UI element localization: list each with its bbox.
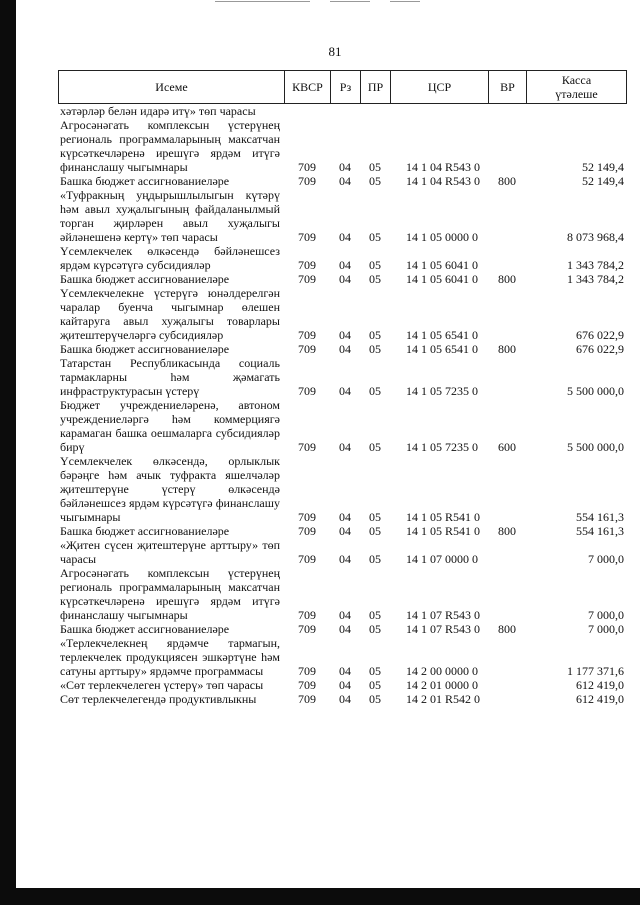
row-sum: 612 419,0 xyxy=(576,692,624,706)
row-vr: 600 xyxy=(498,440,516,454)
row-vr xyxy=(488,678,526,692)
table-row xyxy=(58,188,626,244)
row-sum: 676 022,9 xyxy=(576,328,624,342)
row-rz xyxy=(330,104,360,118)
row-pr: 05 xyxy=(369,664,381,678)
row-kvsr: 709 xyxy=(298,230,316,244)
row-rz: 04 xyxy=(339,342,351,356)
row-name: «Җитен сүсен җитештерүне арттыру» төп чарасы xyxy=(60,538,280,566)
row-kvsr: 709 xyxy=(298,622,316,636)
row-sum: 1 343 784,2 xyxy=(567,272,624,286)
row-sum: 1 177 371,6 xyxy=(567,664,624,678)
header-vr: ВР xyxy=(489,71,527,104)
table-row xyxy=(58,678,626,692)
row-pr: 05 xyxy=(369,440,381,454)
row-tsr: 14 1 05 R541 0 xyxy=(406,510,481,524)
row-pr: 05 xyxy=(369,384,381,398)
row-rz: 04 xyxy=(339,664,351,678)
row-pr: 05 xyxy=(369,342,381,356)
row-vr: 800 xyxy=(498,524,516,538)
header-name: Исеме xyxy=(59,71,285,104)
scan-bottom-edge xyxy=(0,888,640,905)
scan-top-line xyxy=(215,1,310,2)
page-number: 81 xyxy=(328,44,342,59)
row-sum: 7 000,0 xyxy=(588,552,624,566)
header-tsr: ЦСР xyxy=(391,71,489,104)
table-row xyxy=(58,342,626,356)
row-rz: 04 xyxy=(339,692,351,706)
row-tsr: 14 2 01 0000 0 xyxy=(406,678,478,692)
row-tsr: 14 1 05 7235 0 xyxy=(406,384,478,398)
row-kvsr: 709 xyxy=(298,272,316,286)
row-sum: 612 419,0 xyxy=(576,678,624,692)
row-name: хәтәрләр белән идарә итү» төп чарасы xyxy=(60,104,256,118)
header-kvsr: КВСР xyxy=(285,71,331,104)
row-sum: 676 022,9 xyxy=(576,342,624,356)
table-row xyxy=(58,454,626,524)
row-rz: 04 xyxy=(339,608,351,622)
row-tsr: 14 1 07 R543 0 xyxy=(406,608,481,622)
row-pr: 05 xyxy=(369,608,381,622)
table-header xyxy=(58,70,627,104)
row-tsr: 14 1 04 R543 0 xyxy=(406,160,481,174)
row-vr xyxy=(488,188,526,244)
table-row xyxy=(58,104,626,118)
row-rz: 04 xyxy=(339,524,351,538)
row-kvsr: 709 xyxy=(298,510,316,524)
row-name: Башка бюджет ассигнованиеләре xyxy=(60,174,230,188)
row-rz: 04 xyxy=(339,160,351,174)
row-vr: 800 xyxy=(498,174,516,188)
row-vr xyxy=(488,454,526,524)
row-sum: 52 149,4 xyxy=(582,174,624,188)
row-rz: 04 xyxy=(339,258,351,272)
row-sum: 7 000,0 xyxy=(588,622,624,636)
row-vr: 800 xyxy=(498,622,516,636)
row-name: Башка бюджет ассигнованиеләре xyxy=(60,622,230,636)
row-sum: 5 500 000,0 xyxy=(567,440,624,454)
scan-top-line xyxy=(390,1,420,2)
row-name: «Сөт терлекчелеген үстерү» төп чарасы xyxy=(60,678,264,692)
row-name: Бюджет учреждениеләренә, автоном учреждениеләргә һәм коммерциягә карамаган башка оешмаларга субсидияләр бирү xyxy=(60,398,280,454)
row-vr xyxy=(488,104,526,118)
row-tsr: 14 1 05 R541 0 xyxy=(406,524,481,538)
table-row xyxy=(58,538,626,566)
row-tsr: 14 1 04 R543 0 xyxy=(406,174,481,188)
row-pr xyxy=(360,104,390,118)
row-vr xyxy=(488,244,526,272)
row-vr xyxy=(488,538,526,566)
header-pr: ПР xyxy=(361,71,391,104)
row-pr: 05 xyxy=(369,272,381,286)
row-kvsr: 709 xyxy=(298,258,316,272)
row-sum: 52 149,4 xyxy=(582,160,624,174)
row-name: Башка бюджет ассигнованиеләре xyxy=(60,524,230,538)
row-rz: 04 xyxy=(339,622,351,636)
row-kvsr: 709 xyxy=(298,678,316,692)
row-sum: 5 500 000,0 xyxy=(567,384,624,398)
row-vr: 800 xyxy=(498,272,516,286)
row-kvsr: 709 xyxy=(298,342,316,356)
table-row xyxy=(58,566,626,622)
row-kvsr: 709 xyxy=(298,440,316,454)
table-row xyxy=(58,398,626,454)
row-pr: 05 xyxy=(369,174,381,188)
row-tsr: 14 2 00 0000 0 xyxy=(406,664,478,678)
row-kvsr: 709 xyxy=(298,692,316,706)
row-pr: 05 xyxy=(369,328,381,342)
row-rz: 04 xyxy=(339,440,351,454)
row-name: Татарстан Республикасында социаль тармакларны һәм җәмагать инфраструктурасын үстерү xyxy=(60,356,280,398)
row-pr: 05 xyxy=(369,230,381,244)
row-pr: 05 xyxy=(369,510,381,524)
row-tsr: 14 2 01 R542 0 xyxy=(406,692,481,706)
table-row xyxy=(58,244,626,272)
row-name: Сөт терлекчелегендә продуктивлыкны xyxy=(60,692,257,706)
row-tsr: 14 1 05 6041 0 xyxy=(406,258,478,272)
table-row xyxy=(58,272,626,286)
row-vr xyxy=(488,566,526,622)
row-rz: 04 xyxy=(339,174,351,188)
row-kvsr: 709 xyxy=(298,552,316,566)
row-rz: 04 xyxy=(339,230,351,244)
row-sum xyxy=(526,104,626,118)
scan-left-edge xyxy=(0,0,16,905)
table-row xyxy=(58,174,626,188)
row-kvsr xyxy=(284,104,330,118)
row-name: Агросәнәгать комплексын үстерүнең региональ программаларының максатчан күрсәткечләренә ирешүгә ярдәм итүгә финанслашу чыгымнары xyxy=(60,566,280,622)
row-vr xyxy=(488,356,526,398)
table-row xyxy=(58,118,626,174)
table-row xyxy=(58,636,626,678)
row-pr: 05 xyxy=(369,692,381,706)
row-kvsr: 709 xyxy=(298,160,316,174)
row-sum: 7 000,0 xyxy=(588,608,624,622)
row-rz: 04 xyxy=(339,678,351,692)
row-pr: 05 xyxy=(369,258,381,272)
row-sum: 554 161,3 xyxy=(576,510,624,524)
row-name: Башка бюджет ассигнованиеләре xyxy=(60,342,230,356)
budget-table xyxy=(58,104,626,706)
row-kvsr: 709 xyxy=(298,328,316,342)
row-sum: 554 161,3 xyxy=(576,524,624,538)
row-vr xyxy=(488,118,526,174)
row-tsr: 14 1 05 6041 0 xyxy=(406,272,478,286)
row-pr: 05 xyxy=(369,678,381,692)
table-row xyxy=(58,622,626,636)
row-name: Үсемлекчелек өлкәсендә бәйләнешсез ярдәм күрсәтүгә субсидияләр xyxy=(60,244,280,272)
row-rz: 04 xyxy=(339,328,351,342)
row-kvsr: 709 xyxy=(298,174,316,188)
row-tsr: 14 1 07 R543 0 xyxy=(406,622,481,636)
row-vr: 800 xyxy=(498,342,516,356)
row-rz: 04 xyxy=(339,272,351,286)
row-name: «Туфракның уңдырышлылыгын күтәрү һәм авыл хуҗалыгының файдаланылмый торган җирләрен авыл хуҗалыгы әйләнешенә кертү» төп чарасы xyxy=(60,188,280,244)
row-vr xyxy=(488,286,526,342)
header-rz: Рз xyxy=(331,71,361,104)
row-rz: 04 xyxy=(339,552,351,566)
row-name: «Терлекчелекнең ярдәмче тармагын, терлекчелек продукциясен эшкәртүне һәм сатуны арттыру» ярдәмче программасы xyxy=(60,636,280,678)
row-vr xyxy=(488,636,526,678)
row-tsr: 14 1 05 0000 0 xyxy=(406,230,478,244)
row-vr xyxy=(488,692,526,706)
row-name: Башка бюджет ассигнованиеләре xyxy=(60,272,230,286)
row-rz: 04 xyxy=(339,384,351,398)
row-sum: 1 343 784,2 xyxy=(567,258,624,272)
row-pr: 05 xyxy=(369,160,381,174)
row-tsr: 14 1 05 6541 0 xyxy=(406,342,478,356)
row-kvsr: 709 xyxy=(298,524,316,538)
row-name: Үсемлекчелек өлкәсендә, орлыклык бәрәңге һәм ачык туфракта яшелчәләр җитештерүне үстерү өлкәсендә бәйләнешсез ярдәм күрсәтүгә финанслашу чыгымнары xyxy=(60,454,280,524)
table-row xyxy=(58,356,626,398)
row-pr: 05 xyxy=(369,622,381,636)
row-kvsr: 709 xyxy=(298,384,316,398)
header-kassa: Касса үтәлеше xyxy=(527,71,627,104)
table-row xyxy=(58,524,626,538)
row-kvsr: 709 xyxy=(298,608,316,622)
row-kvsr: 709 xyxy=(298,664,316,678)
table-row xyxy=(58,692,626,706)
row-tsr: 14 1 07 0000 0 xyxy=(406,552,478,566)
row-tsr xyxy=(390,104,488,118)
row-tsr: 14 1 05 7235 0 xyxy=(406,440,478,454)
table-row xyxy=(58,286,626,342)
row-name: Агросәнәгать комплексын үстерүнең региональ программаларының максатчан күрсәткечләренә ирешүгә ярдәм итүгә финанслашу чыгымнары xyxy=(60,118,280,174)
row-name: Үсемлекчелекне үстерүгә юнәлдерелгән чаралар буенча чыгымнар өлешен кайтаруга авыл хуҗалыгы товарлары җитештерүчеләргә субсидияләр xyxy=(60,286,280,342)
row-tsr: 14 1 05 6541 0 xyxy=(406,328,478,342)
row-pr: 05 xyxy=(369,524,381,538)
row-sum: 8 073 968,4 xyxy=(567,230,624,244)
scan-top-line xyxy=(330,1,370,2)
row-rz: 04 xyxy=(339,510,351,524)
row-pr: 05 xyxy=(369,552,381,566)
